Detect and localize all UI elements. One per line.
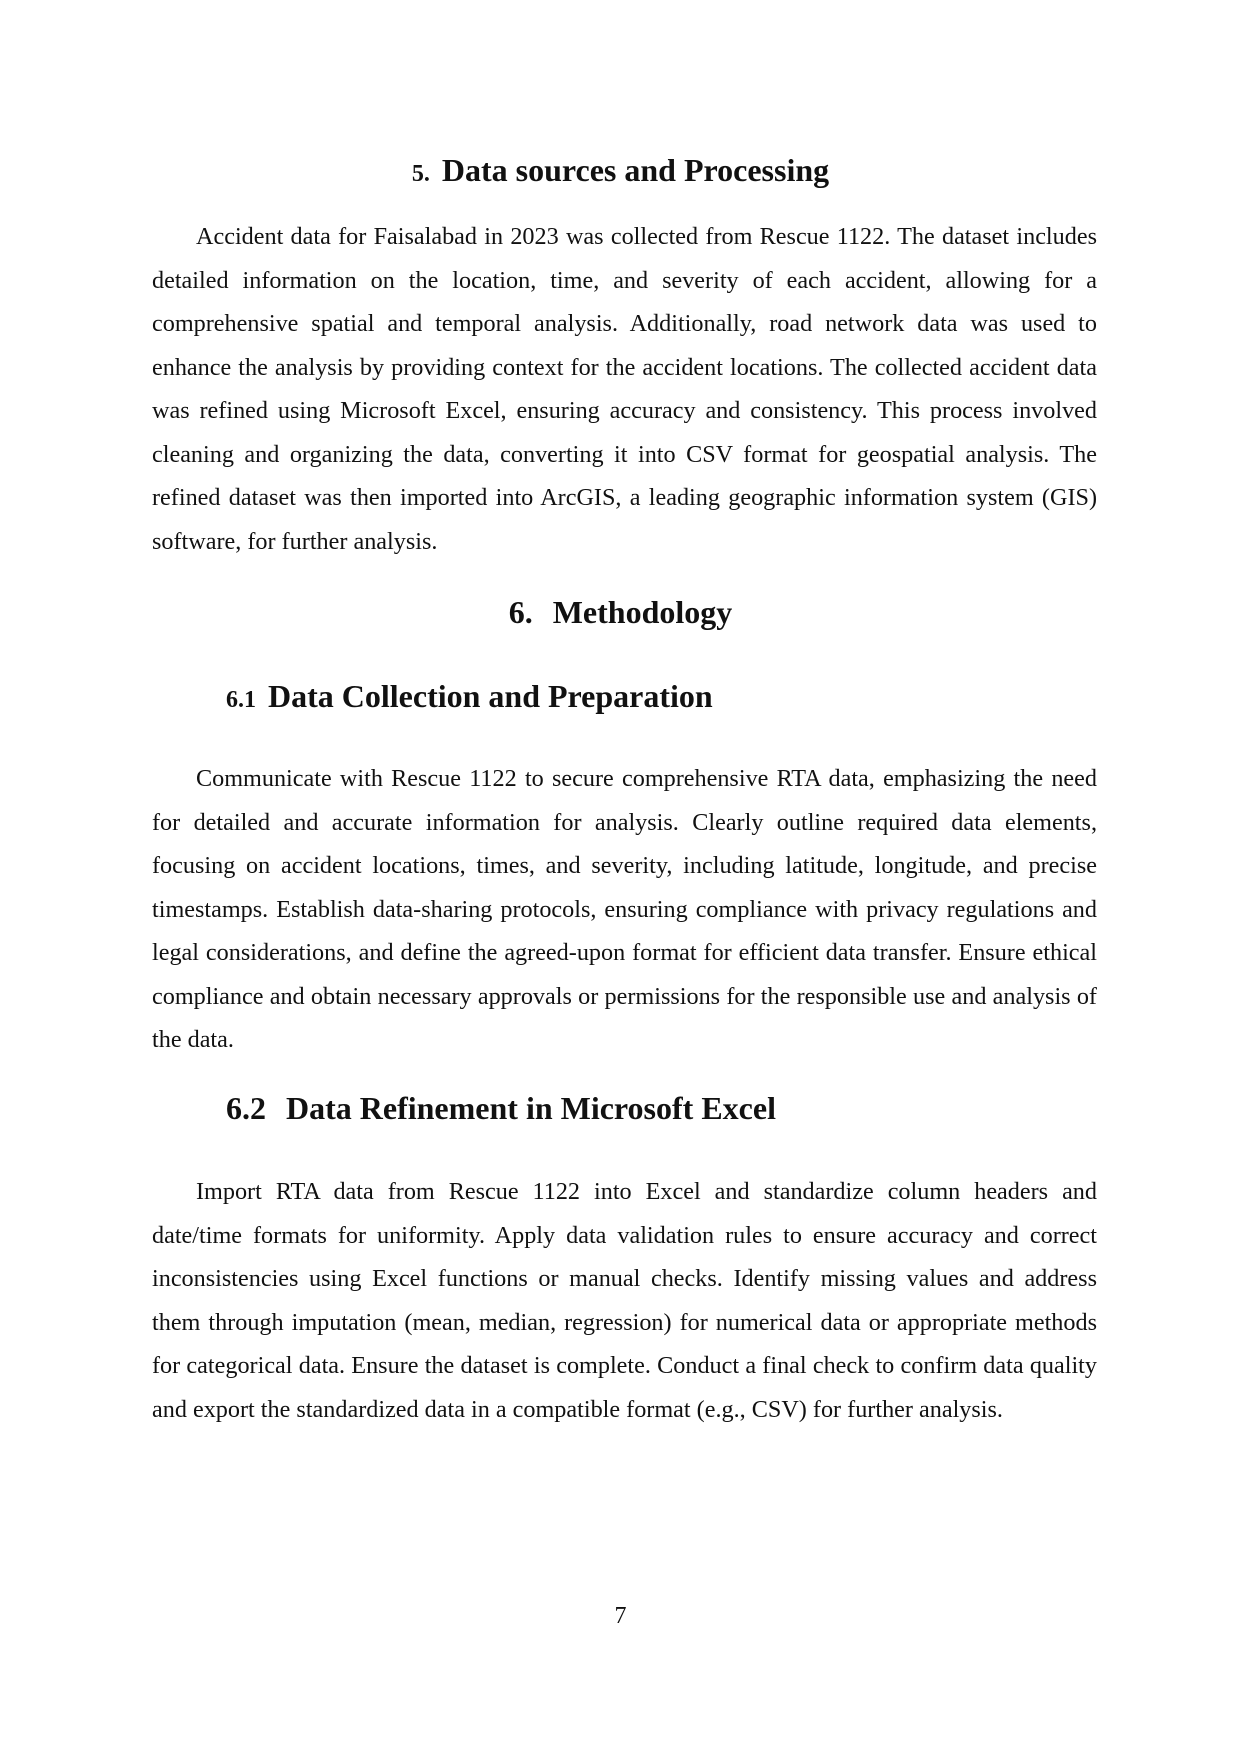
section-6-1-number: 6.1 (226, 687, 256, 713)
section-6-number: 6. (508, 594, 533, 630)
section-6-1-title: Data Collection and Preparation (268, 678, 713, 714)
section-6-2-paragraph: Import RTA data from Rescue 1122 into Excel and standardize column headers and date/time formats for uniformity. Apply data validation rules to ensure accuracy and correct inconsistencies using Excel functions or manual checks. Identify missing values and address them through imputation (mean, median, regression) for numerical data or appropriate methods for categorical data. Ensure the dataset is complete. Conduct a final check to confirm data quality and export the standardized data in a compatible format (e.g., CSV) for further analysis. (152, 1178, 1097, 1423)
section-6-title: Methodology (552, 594, 733, 630)
section-6-heading (0, 596, 1241, 628)
section-5-title: Data sources and Processing (441, 152, 830, 188)
section-6-2-heading (226, 1092, 776, 1124)
section-6-2-title: Data Refinement in Microsoft Excel (286, 1090, 776, 1126)
section-5-number: 5. (411, 161, 430, 187)
section-6-1-heading (226, 680, 713, 712)
section-5-paragraph: Accident data for Faisalabad in 2023 was collected from Rescue 1122. The dataset includes detailed information on the location, time, and severity of each accident, allowing for a comprehensive spatial and temporal analysis. Additionally, road network data was used to enhance the analysis by providing context for the accident locations. The collected accident data was refined using Microsoft Excel, ensuring accuracy and consistency. This process involved cleaning and organizing the data, converting it into CSV format for geospatial analysis. The refined dataset was then imported into ArcGIS, a leading geographic information system (GIS) software, for further analysis. (152, 223, 1097, 555)
page-number: 7 (614, 1603, 627, 1629)
section-5-heading (0, 154, 1241, 186)
section-6-1-paragraph: Communicate with Rescue 1122 to secure comprehensive RTA data, emphasizing the need for detailed and accurate information for analysis. Clearly outline required data elements, focusing on accident locations, times, and severity, including latitude, longitude, and precise timestamps. Establish data-sharing protocols, ensuring compliance with privacy regulations and legal considerations, and define the agreed-upon format for efficient data transfer. Ensure ethical compliance and obtain necessary approvals or permissions for the responsible use and analysis of the data. (152, 765, 1097, 1053)
section-6-2-number: 6.2 (226, 1090, 266, 1126)
